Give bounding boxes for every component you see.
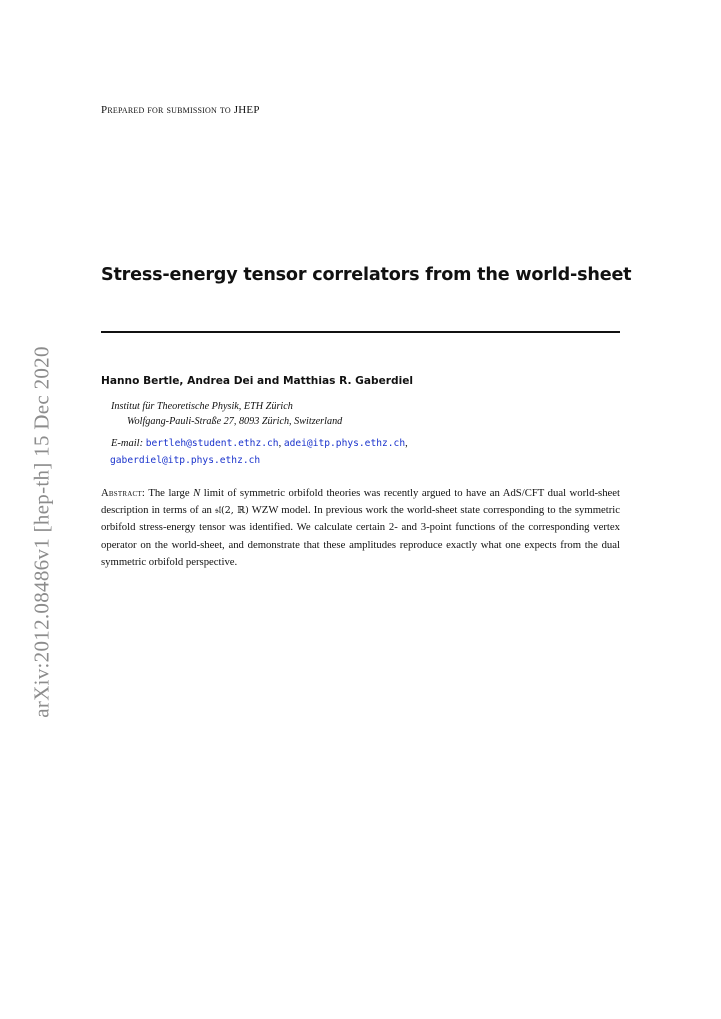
- abstract-sl2r: 𝔰𝔩(2, ℝ): [215, 505, 249, 517]
- email-label: E-mail:: [111, 438, 144, 449]
- email-link-dei[interactable]: adei@itp.phys.ethz.ch: [283, 438, 406, 449]
- abstract-text-3: WZW model. In previous work the world-sheet state corresponding to the symmetric orbifold stress-energy tensor was identified. We calculate certain 2- and 3-point functions of the corresponding vertex operator on the world-sheet, and demonstrate that these amplitudes reproduce exactly what one expects from the dual symmetric orbifold perspective.: [101, 504, 620, 568]
- title-rule: [101, 331, 620, 333]
- arxiv-stamp: arXiv:2012.08486v1 [hep-th] 15 Dec 2020: [29, 346, 54, 718]
- abstract-symbol-n: N: [193, 487, 201, 499]
- affiliation: [111, 399, 342, 429]
- abstract-text-2: limit of symmetric orbifold theories was recently argued to have an AdS/CFT dual world-sheet description in terms of an: [101, 487, 620, 517]
- email-link-bertle[interactable]: bertleh@student.ethz.ch: [145, 438, 279, 449]
- email-link-gaberdiel[interactable]: gaberdiel@itp.phys.ethz.ch: [110, 455, 261, 466]
- abstract: [101, 485, 620, 571]
- email-block: E-mail: bertleh@student.ethz.ch, adei@itp.phys.ethz.ch, gaberdiel@itp.phys.ethz.ch: [110, 438, 408, 466]
- affiliation-line-2: Wolfgang-Pauli-Straße 27, 8093 Zürich, Switzerland: [127, 416, 343, 427]
- author-list: Hanno Bertle, Andrea Dei and Matthias R. Gaberdiel: [101, 375, 414, 387]
- submission-note: Prepared for submission to JHEP: [101, 104, 260, 116]
- paper-title: Stress-energy tensor correlators from the world-sheet: [101, 265, 632, 285]
- abstract-heading: Abstract:: [101, 487, 145, 499]
- affiliation-line-1: Institut für Theoretische Physik, ETH Zürich: [111, 401, 293, 412]
- abstract-text-1: The large: [145, 487, 194, 499]
